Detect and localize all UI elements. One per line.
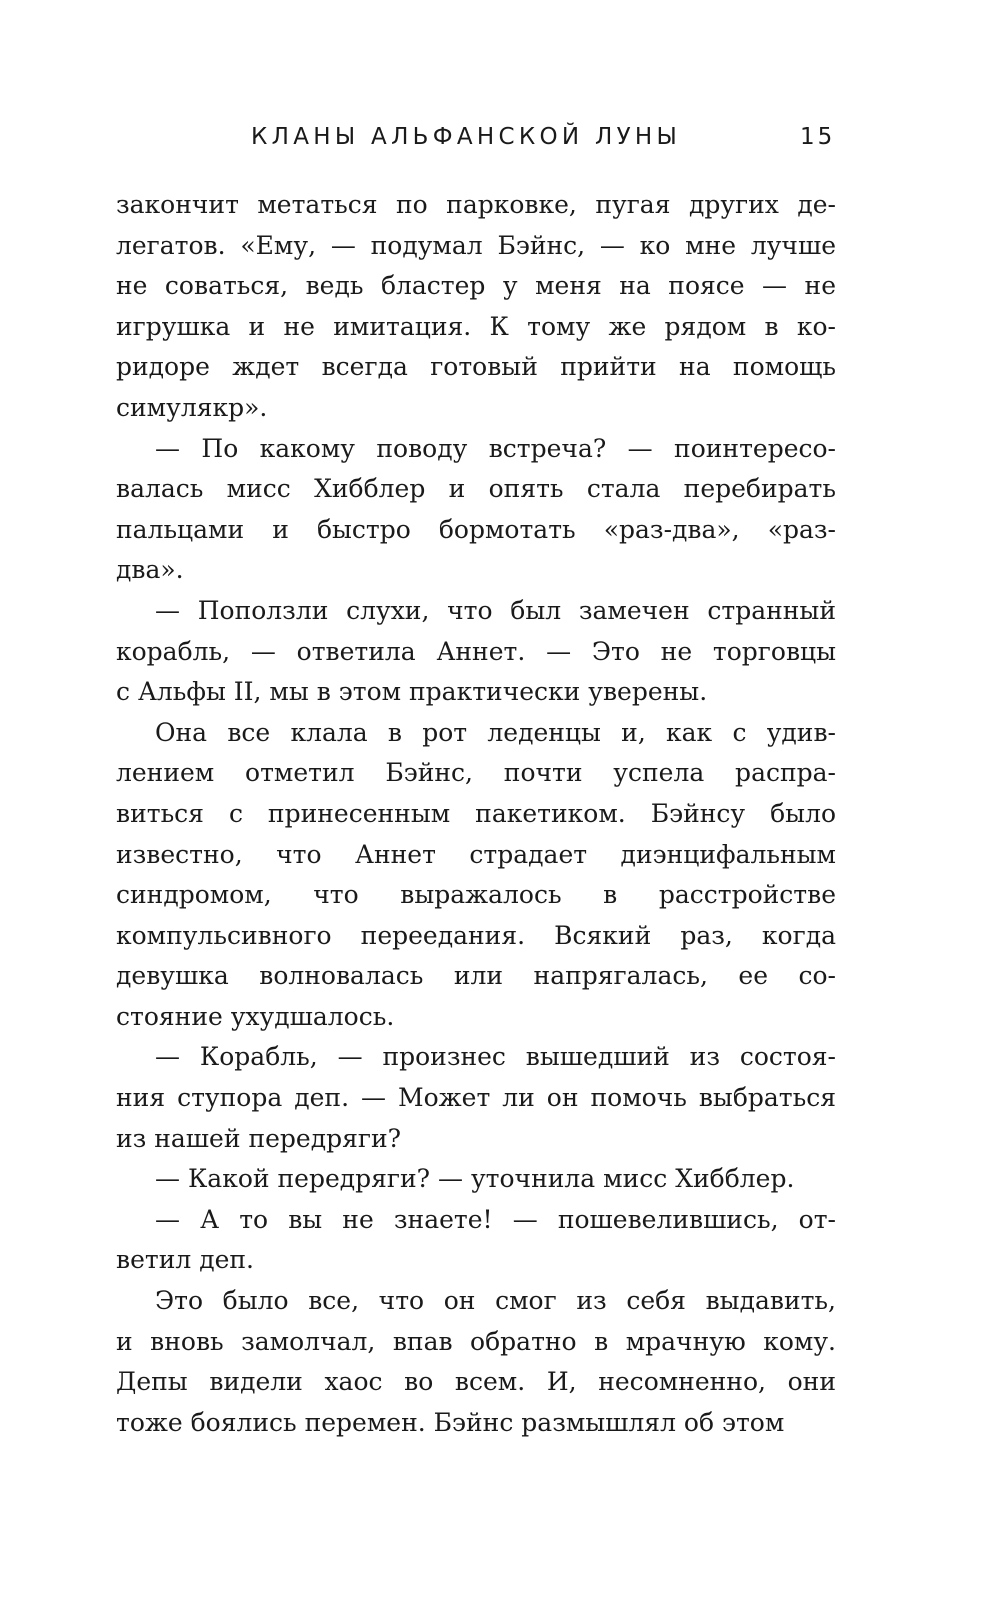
- text-line: не соваться, ведь бластер у меня на поясе — не: [116, 271, 836, 301]
- text-line: два».: [116, 555, 184, 585]
- text-line: игрушка и не имитация. К тому же рядом в ко-: [116, 311, 836, 341]
- text-line: компульсивного переедания. Всякий раз, когда: [116, 920, 836, 950]
- text-line: — Корабль, — произнес вышедший из состоя-: [155, 1042, 836, 1072]
- text-line: — По какому поводу встреча? — поинтересо-: [155, 433, 836, 463]
- text-line: валась мисс Хибблер и опять стала перебирать: [116, 474, 836, 504]
- text-line: закончит метаться по парковке, пугая других де-: [116, 190, 836, 219]
- text-line: ридоре ждет всегда готовый прийти на помощь: [116, 352, 836, 382]
- text-line: лением отметил Бэйнс, почти успела распра-: [116, 758, 836, 788]
- running-title: КЛАНЫ АЛЬФАНСКОЙ ЛУНЫ: [251, 124, 682, 150]
- text-line: корабль, — ответила Аннет. — Это не торговцы: [116, 636, 836, 666]
- text-line: девушка волновалась или напрягалась, ее со-: [116, 961, 836, 991]
- paragraph: [116, 713, 836, 1038]
- text-line: — Поползли слухи, что был замечен странный: [155, 595, 836, 625]
- text-line: известно, что Аннет страдает диэнцифальным: [116, 839, 836, 869]
- paragraph: [116, 591, 836, 713]
- paragraph: [116, 1281, 836, 1443]
- page-number: 15: [800, 124, 836, 150]
- text-line: с Альфы II, мы в этом практически уверены.: [116, 677, 708, 707]
- text-line: из нашей передряги?: [116, 1123, 402, 1153]
- text-line: и вновь замолчал, впав обратно в мрачную кому.: [116, 1326, 836, 1356]
- text-line: Это было все, что он смог из себя выдавить,: [155, 1286, 836, 1316]
- paragraph: [116, 1037, 836, 1159]
- text-line: ветил деп.: [116, 1245, 254, 1275]
- text-line: ния ступора деп. — Может ли он помочь выбраться: [116, 1083, 836, 1113]
- running-header: [0, 118, 1000, 158]
- paragraph: [116, 1200, 836, 1281]
- paragraph: [116, 429, 836, 591]
- text-line: синдромом, что выражалось в расстройстве: [116, 880, 836, 910]
- text-line: симулякр».: [116, 392, 268, 422]
- text-line: пальцами и быстро бормотать «раз-два», «раз-: [116, 514, 836, 544]
- text-line: — Какой передряги? — уточнила мисс Хибблер.: [155, 1164, 795, 1194]
- paragraph: [116, 1159, 836, 1200]
- text-line: Она все клала в рот леденцы и, как с удив-: [155, 717, 836, 747]
- body-text: [116, 185, 836, 1443]
- text-line: Депы видели хаос во всем. И, несомненно, они: [116, 1367, 836, 1397]
- paragraph: [116, 185, 836, 429]
- text-line: — А то вы не знаете! — пошевелившись, от-: [155, 1204, 836, 1234]
- text-line: стояние ухудшалось.: [116, 1001, 395, 1031]
- text-line: легатов. «Ему, — подумал Бэйнс, — ко мне лучше: [116, 230, 836, 260]
- text-line: тоже боялись перемен. Бэйнс размышлял об этом: [116, 1407, 785, 1437]
- text-line: виться с принесенным пакетиком. Бэйнсу было: [116, 798, 836, 828]
